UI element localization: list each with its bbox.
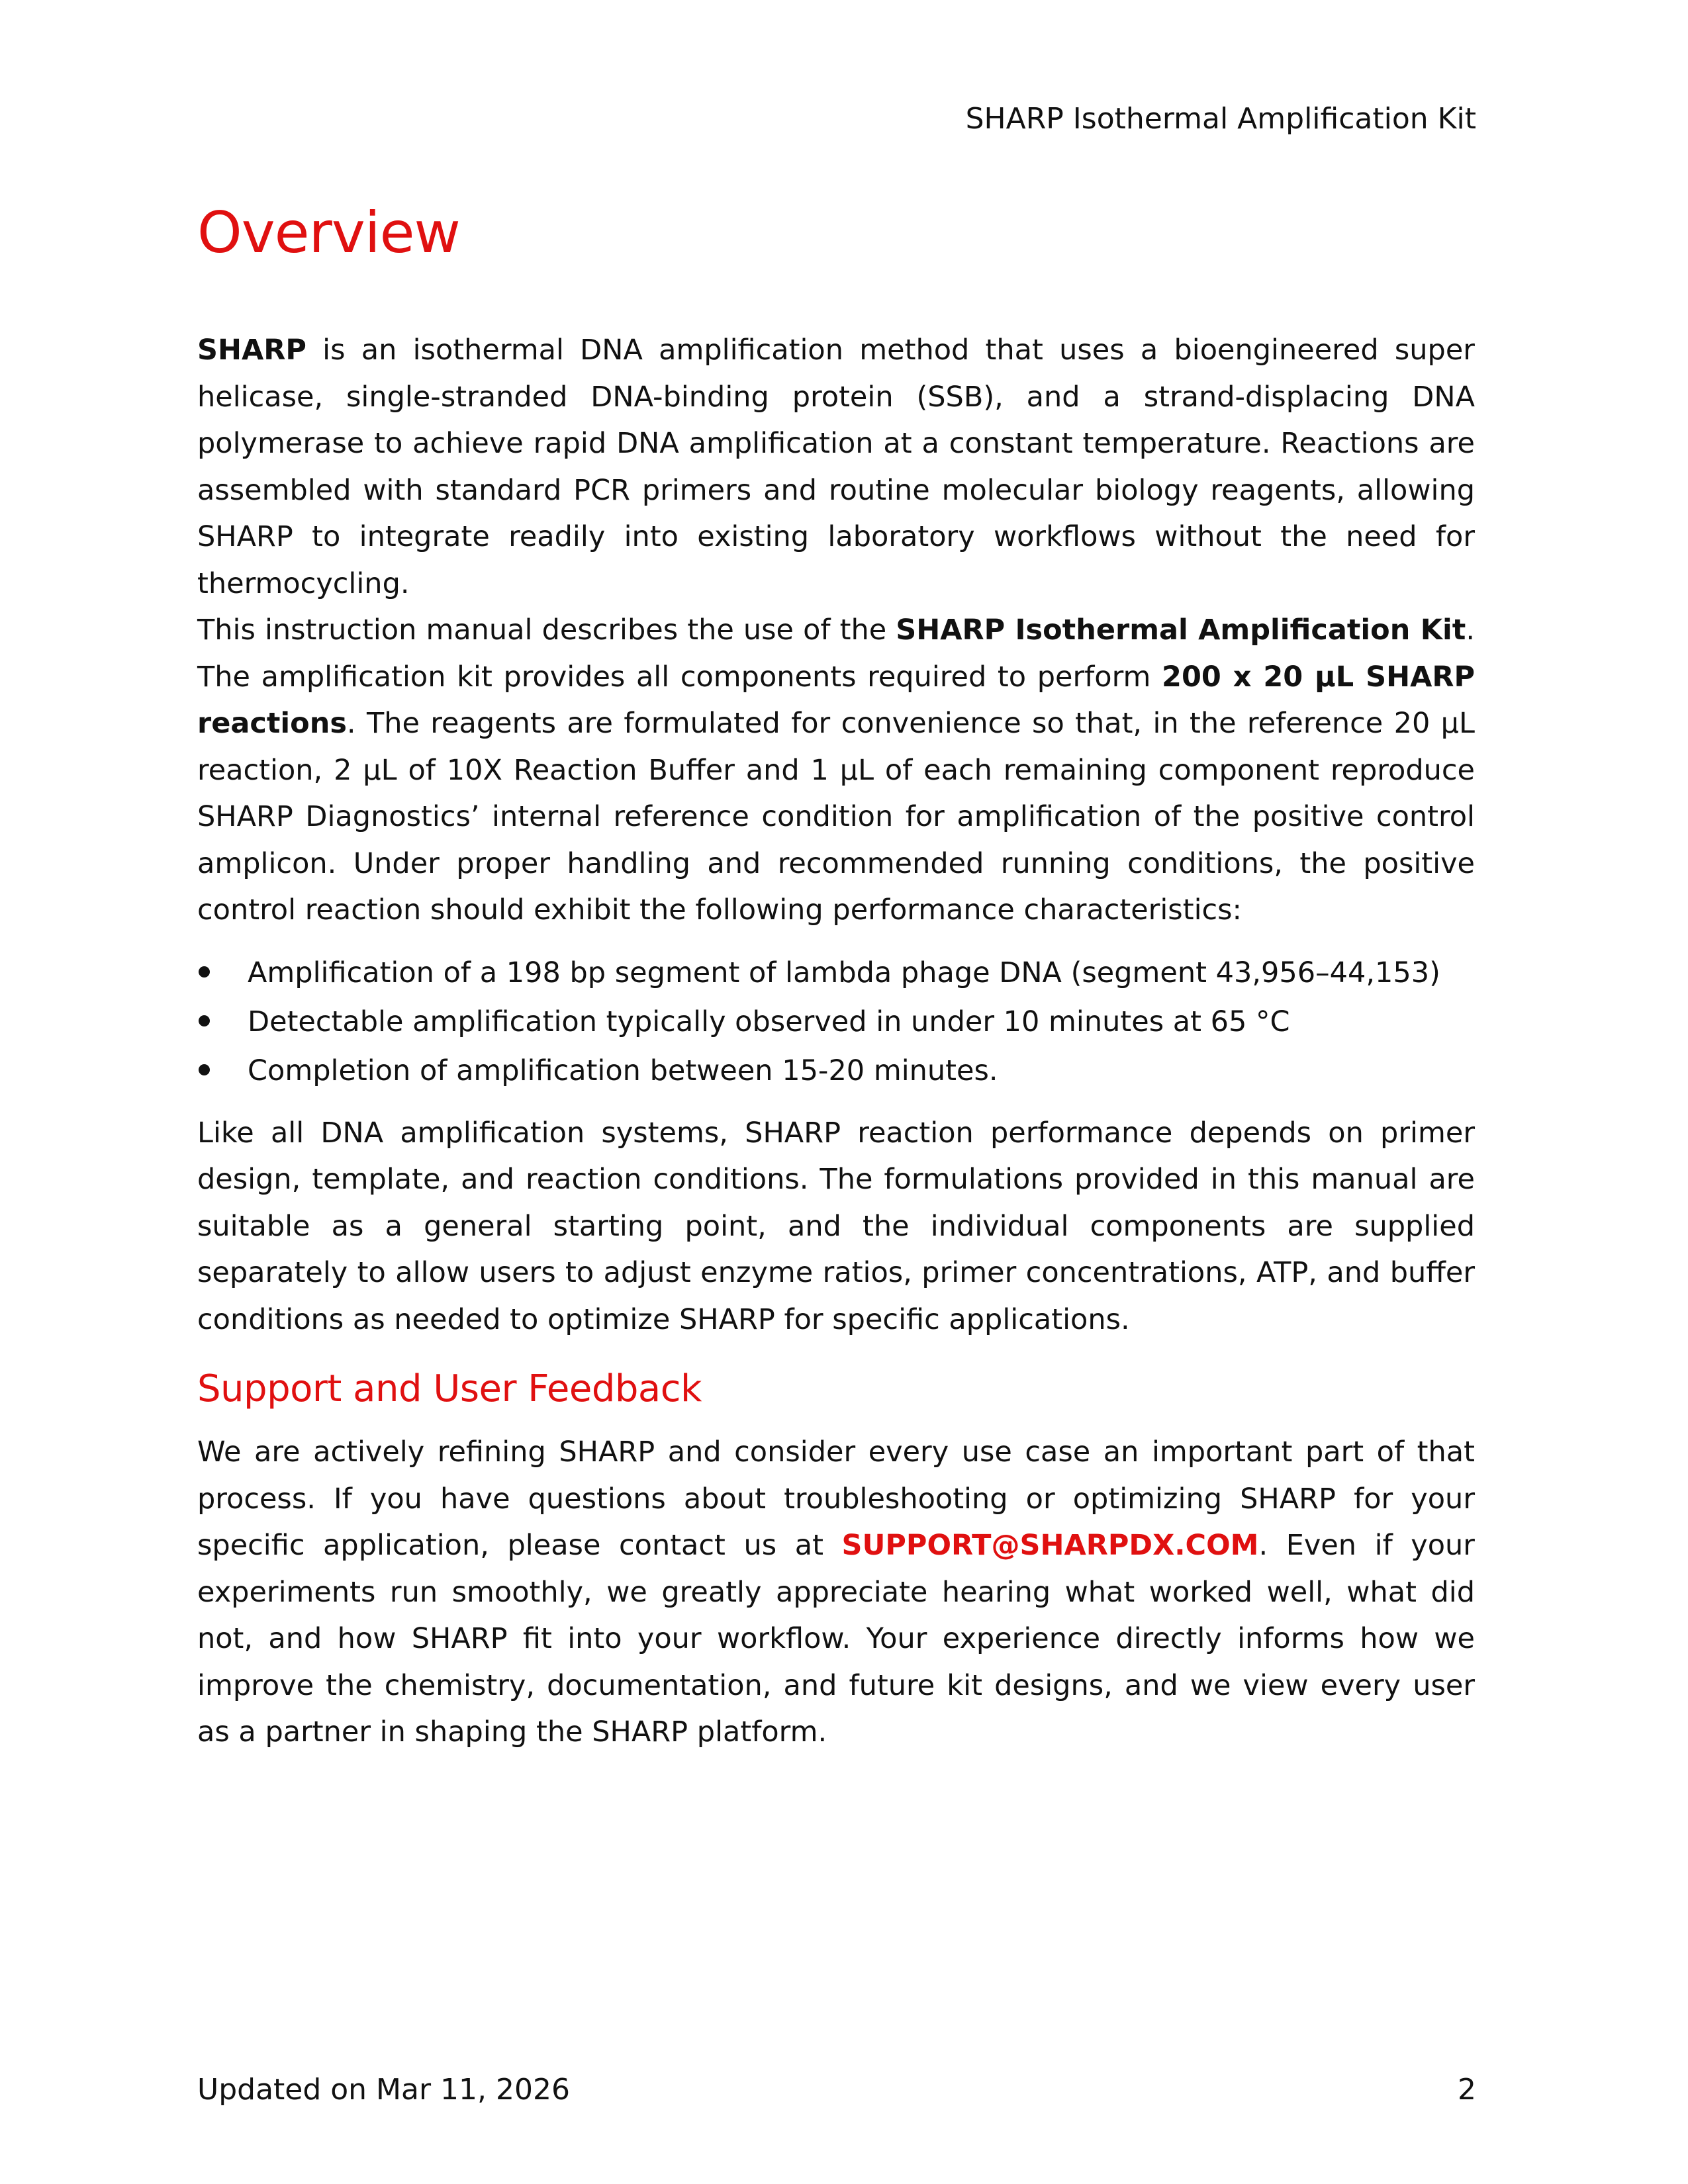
support-email-link[interactable]: SUPPORT@SHARPDX.COM [841, 1529, 1259, 1562]
bullet-icon [199, 1015, 210, 1026]
paragraph-2-text-3: . The reagents are formulated for convenience so that, in the reference 20 µL reaction, 2 µL of 10X Reaction Buffer and 1 µL of each remaining component reproduce SHARP Diagnostics’ internal reference condition for amplification of the positive control amplicon. Under proper handling and recommended running conditions, the positive control reaction should exhibit the following performance characteristics: [197, 707, 1475, 927]
footer-updated-date: Updated on Mar 11, 2026 [197, 2073, 570, 2107]
running-header: SHARP Isothermal Amplification Kit [965, 102, 1476, 136]
performance-list [197, 948, 1475, 1095]
sharp-bold-lead: SHARP [197, 334, 306, 367]
paragraph-2-text-2: . The amplification kit provides all components required to perform [197, 614, 1475, 694]
support-text-2: . Even if your experiments run smoothly, we greatly appreciate hearing what worked well, what did not, and how SHARP fit into your workflow. Your experience directly informs how we improve the chemistry, documentation, and future kit designs, and we view every user as a partner in shaping the SHARP platform. [197, 1529, 1475, 1749]
support-heading: Support and User Feedback [197, 1367, 702, 1410]
bullet-icon [199, 1064, 210, 1075]
overview-paragraph-3: Like all DNA amplification systems, SHARP reaction performance depends on primer design, template, and reaction conditions. The formulations provided in this manual are suitable as a general starting point, and the individual components are supplied separately to allow users to adjust enzyme ratios, primer concentrations, ATP, and buffer conditions as needed to optimize SHARP for specific applications. [197, 1116, 1475, 1336]
bullet-icon [199, 966, 210, 978]
support-paragraph [197, 1429, 1475, 1756]
support-text-1: We are actively refining SHARP and consider every use case an important part of that process. If you have questions about troubleshooting or optimizing SHARP for your specific application, please contact us at [197, 1435, 1475, 1562]
overview-heading: Overview [197, 200, 460, 266]
kit-name-bold: SHARP Isothermal Amplification Kit [896, 614, 1466, 647]
overview-paragraph-2 [197, 607, 1475, 934]
overview-paragraph-1 [197, 327, 1475, 607]
paragraph-2-text-1: This instruction manual describes the use of the [197, 614, 896, 647]
list-item [197, 997, 1475, 1046]
list-item [197, 948, 1475, 997]
paragraph-1-text: is an isothermal DNA amplification method that uses a bioengineered super helicase, single-stranded DNA-binding protein (SSB), and a strand-displacing DNA polymerase to achieve rapid DNA amplification at a constant temperature. Reactions are assembled with standard PCR primers and routine molecular biology reagents, allowing SHARP to integrate readily into existing laboratory workflows without the need for thermocycling. [197, 334, 1475, 600]
list-item-text: Detectable amplification typically observed in under 10 minutes at 65 °C [248, 1005, 1290, 1038]
main-content [197, 193, 1475, 1756]
reactions-count-bold: 200 x 20 µL SHARP reactions [197, 660, 1475, 740]
footer-page-number: 2 [1458, 2073, 1476, 2107]
list-item-text: Amplification of a 198 bp segment of lambda phage DNA (segment 43,956–44,153) [248, 956, 1440, 989]
list-item [197, 1046, 1475, 1095]
list-item-text: Completion of amplification between 15-20 minutes. [248, 1054, 998, 1087]
